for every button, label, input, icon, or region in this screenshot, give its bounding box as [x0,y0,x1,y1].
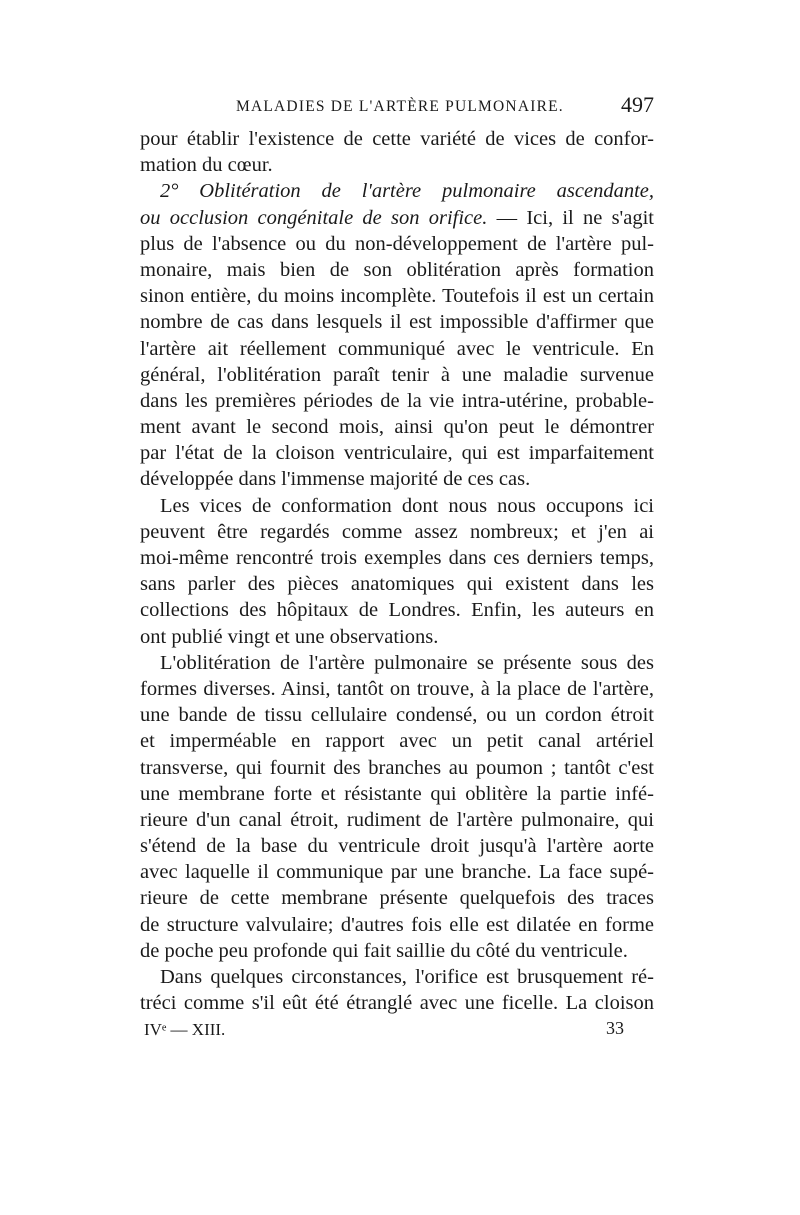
text-line: s'étend de la base du ventricule droit jusqu'à l'artère aorte [140,835,654,858]
text-line: rieure de cette membrane présente quelquefois des traces [140,887,654,910]
text-line: pour établir l'existence de cette variété de vices de confor- [140,128,654,150]
text-line: rieure d'un canal étroit, rudiment de l'artère pulmonaire, qui [140,808,654,831]
text-line: tréci comme s'il eût été étranglé avec une ficelle. La cloison [140,992,654,1015]
paragraph-5 [140,964,654,1016]
text-line: Dans quelques circonstances, l'orifice est brusquement ré- [160,966,654,988]
text-line: par l'état de la cloison ventriculaire, qui est imparfaitement [140,442,654,465]
text-line: une bande de tissu cellulaire condensé, ou un cordon étroit [140,704,654,727]
text-line: transverse, qui fournit des branches au poumon ; tantôt c'est [140,756,654,779]
text-line: peuvent être regardés comme assez nombreux; et j'en ai [140,520,654,543]
text-line: avec laquelle il communique par une branche. La face supé- [140,861,654,884]
text-line: L'oblitération de l'artère pulmonaire se présente sous des [160,651,654,674]
section-heading-text: ou occlusion congénitale de son orifice. [140,206,488,229]
text-line: une membrane forte et résistante qui oblitère la partie infé- [140,782,654,805]
text-line: plus de l'absence ou du non-développement de l'artère pul- [140,232,654,255]
text-line: l'artère ait réellement communiqué avec le ventricule. En [140,337,654,360]
text-line: Les vices de conformation dont nous nous occupons ici [160,494,654,517]
book-page [140,92,654,1046]
sheet-number: 33 [606,1018,624,1039]
text-line: et imperméable en rapport avec un petit canal artériel [140,730,654,753]
text-run: — Ici, il ne s'agit [487,206,654,229]
text-line: sans parler des pièces anatomiques qui existent dans les [140,573,654,596]
text-line: monaire, mais bien de son oblitération après formation [140,258,654,281]
section-heading-text: 2° Oblitération de l'artère pulmonaire ascendante, [160,180,654,203]
text-line: développée dans l'immense majorité de ces cas. [140,468,531,491]
text-line: moi-même rencontré trois exemples dans ces derniers temps, [140,547,654,569]
signature-mark: IVᵉ — XIII. [144,1020,226,1040]
text-line: sinon entière, du moins incomplète. Toutefois il est un certain [140,285,654,308]
text-line: général, l'oblitération paraît tenir à une maladie survenue [140,363,654,386]
page-number: 497 [621,92,654,117]
paragraph-2 [140,178,654,492]
text-line: de poche peu profonde qui fait saillie du côté du ventricule. [140,939,628,962]
section-heading-cont [140,205,654,231]
text-line: ont publié vingt et une observations. [140,625,439,648]
text-line: dans les premières périodes de la vie intra-utérine, probable- [140,389,654,412]
text-line: mation du cœur. [140,154,273,177]
paragraph-3 [140,493,654,650]
running-head [140,92,654,126]
text-line: de structure valvulaire; d'autres fois elle est dilatée en forme [140,913,654,936]
paragraph-4 [140,650,654,964]
text-line: collections des hôpitaux de Londres. Enfin, les auteurs en [140,599,654,622]
page-footer [140,1020,654,1046]
text-line: nombre de cas dans lesquels il est impossible d'affirmer que [140,311,654,334]
section-heading [140,178,654,204]
paragraph-1 [140,126,654,178]
text-line: ment avant le second mois, ainsi qu'on peut le démontrer [140,416,654,439]
running-title: MALADIES DE L'ARTÈRE PULMONAIRE. [236,98,564,115]
text-line: formes diverses. Ainsi, tantôt on trouve, à la place de l'artère, [140,677,654,700]
